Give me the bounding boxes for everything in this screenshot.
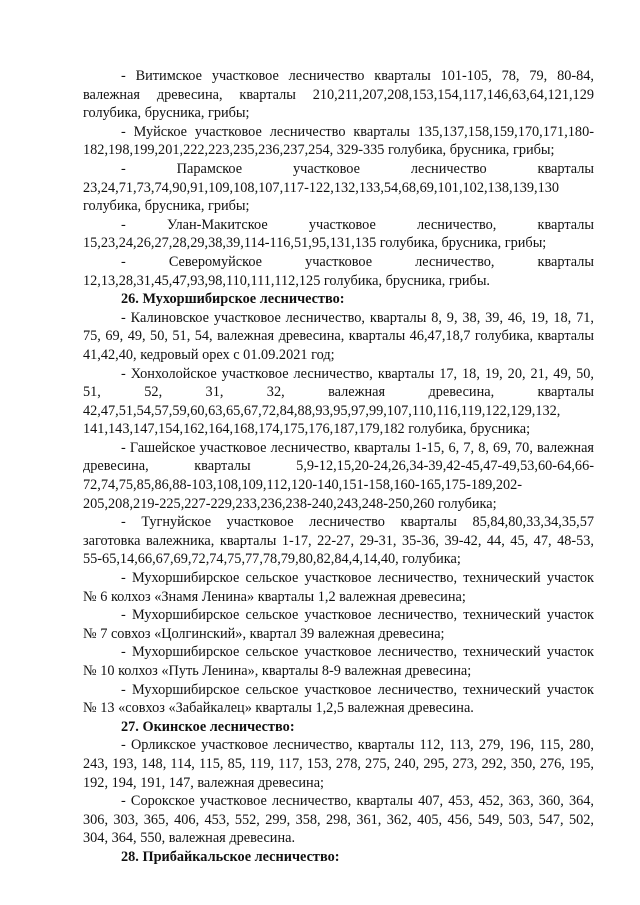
paragraph-muyskoe: - Муйское участковое лесничество кварталы 135,137,158,159,170,171,180-182,198,199,201,222,223,235,236,237,254, 329-335 голубика, брусника, грибы; [83, 123, 594, 159]
paragraph-mukhorshibirskoe-uchastok-7: - Мухоршибирское сельское участковое лесничество, технический участок № 7 совхоз «Цолгинский», квартал 39 валежная древесина; [83, 607, 594, 642]
paragraph-orlikskoe: - Орликское участковое лесничество, кварталы 112, 113, 279, 196, 115, 280, 243, 193, 148, 114, 115, 85, 119, 117, 153, 278, 275, 240, 295, 273, 292, 350, 276, 195, 192, 194, 191, 147, валежная древесина; [83, 737, 594, 791]
paragraph-vitimskoe: - Витимское участковое лесничество кварталы 101-105, 78, 79, 80-84, валежная древесина, кварталы 210,211,207,208,153,154,117,146,63,64,121,129 голубика, брусника, грибы; [83, 68, 594, 122]
paragraph-tugnuyskoe: - Тугнуйское участковое лесничество кварталы 85,84,80,33,34,35,57 заготовка валежника, кварталы 1-17, 22-27, 29-31, 35-36, 39-42, 44, 45, 47, 48-53, 55-65,14,66,67,69,72,74,75,77,78,79,80,82,84,4,14,40, голубика; [83, 514, 594, 568]
paragraph-sorokskoe: - Сорокское участковое лесничество, кварталы 407, 453, 452, 363, 360, 364, 306, 303, 365, 406, 453, 552, 299, 358, 298, 361, 362, 405, 456, 549, 503, 547, 502, 304, 364, 550, валежная древесина. [83, 793, 594, 847]
paragraph-mukhorshibirskoe-uchastok-6: - Мухоршибирское сельское участковое лесничество, технический участок № 6 колхоз «Знамя Ленина» кварталы 1,2 валежная древесина; [83, 570, 594, 605]
paragraph-mukhorshibirskoe-uchastok-13: - Мухоршибирское сельское участковое лесничество, технический участок № 13 «совхоз «Забайкалец» кварталы 1,2,5 валежная древесина. [83, 681, 594, 717]
paragraph-ulan-makitskoe: - Улан-Макитское участковое лесничество, кварталы 15,23,24,26,27,28,29,38,39,114-116,51,95,131,135 голубика, брусника, грибы; [83, 216, 594, 252]
paragraph-paramskoe: - Парамское участковое лесничество кварталы 23,24,71,73,74,90,91,109,108,107,117-122,132,133,54,68,69,101,102,138,139,130 голубика, брусника, грибы; [83, 160, 594, 215]
paragraph-kalinovskoe: - Калиновское участковое лесничество, кварталы 8, 9, 38, 39, 46, 19, 18, 71, 75, 69, 49, 50, 51, 54, валежная древесина, кварталы 46,47,18,7 голубика, кварталы 41,42,40, кедровый орех с 01.09.2021 год; [83, 309, 594, 363]
document-page [83, 67, 594, 867]
paragraph-gasheyskoe: - Гашейское участковое лесничество, кварталы 1-15, 6, 7, 8, 69, 70, валежная древесина, кварталы 5,9-12,15,20-24,26,34-39,42-45,47-49,53,60-64,66-72,74,75,85,86,88-103,108,109,112,120-140,151-158,160-165,175-189,202-205,208,219-225,227-229,233,236,238-240,243,248-250,260 голубика; [83, 439, 594, 512]
section-heading-27: 27. Окинское лесничество: [121, 718, 295, 735]
paragraph-severomuyskoe: - Северомуйское участковое лесничество, кварталы 12,13,28,31,45,47,93,98,110,111,112,125 голубика, брусника, грибы. [83, 253, 594, 289]
paragraph-mukhorshibirskoe-uchastok-10: - Мухоршибирское сельское участковое лесничество, технический участок № 10 колхоз «Путь Ленина», кварталы 8-9 валежная древесина; [83, 644, 594, 679]
section-heading-28: 28. Прибайкальское лесничество: [121, 848, 340, 865]
section-heading-26: 26. Мухоршибирское лесничество: [121, 291, 345, 308]
paragraph-khonkholoyskoe: - Хонхолойское участковое лесничество, кварталы 17, 18, 19, 20, 21, 49, 50, 51, 52, 31, 32, валежная древесина, кварталы 42,47,51,54,57,59,60,63,65,67,72,84,88,93,95,97,99,107,110,116,119,122,129,132, 141,143,147,154,162,164,168,174,175,176,187,179,182 голубика, брусника; [83, 365, 594, 438]
